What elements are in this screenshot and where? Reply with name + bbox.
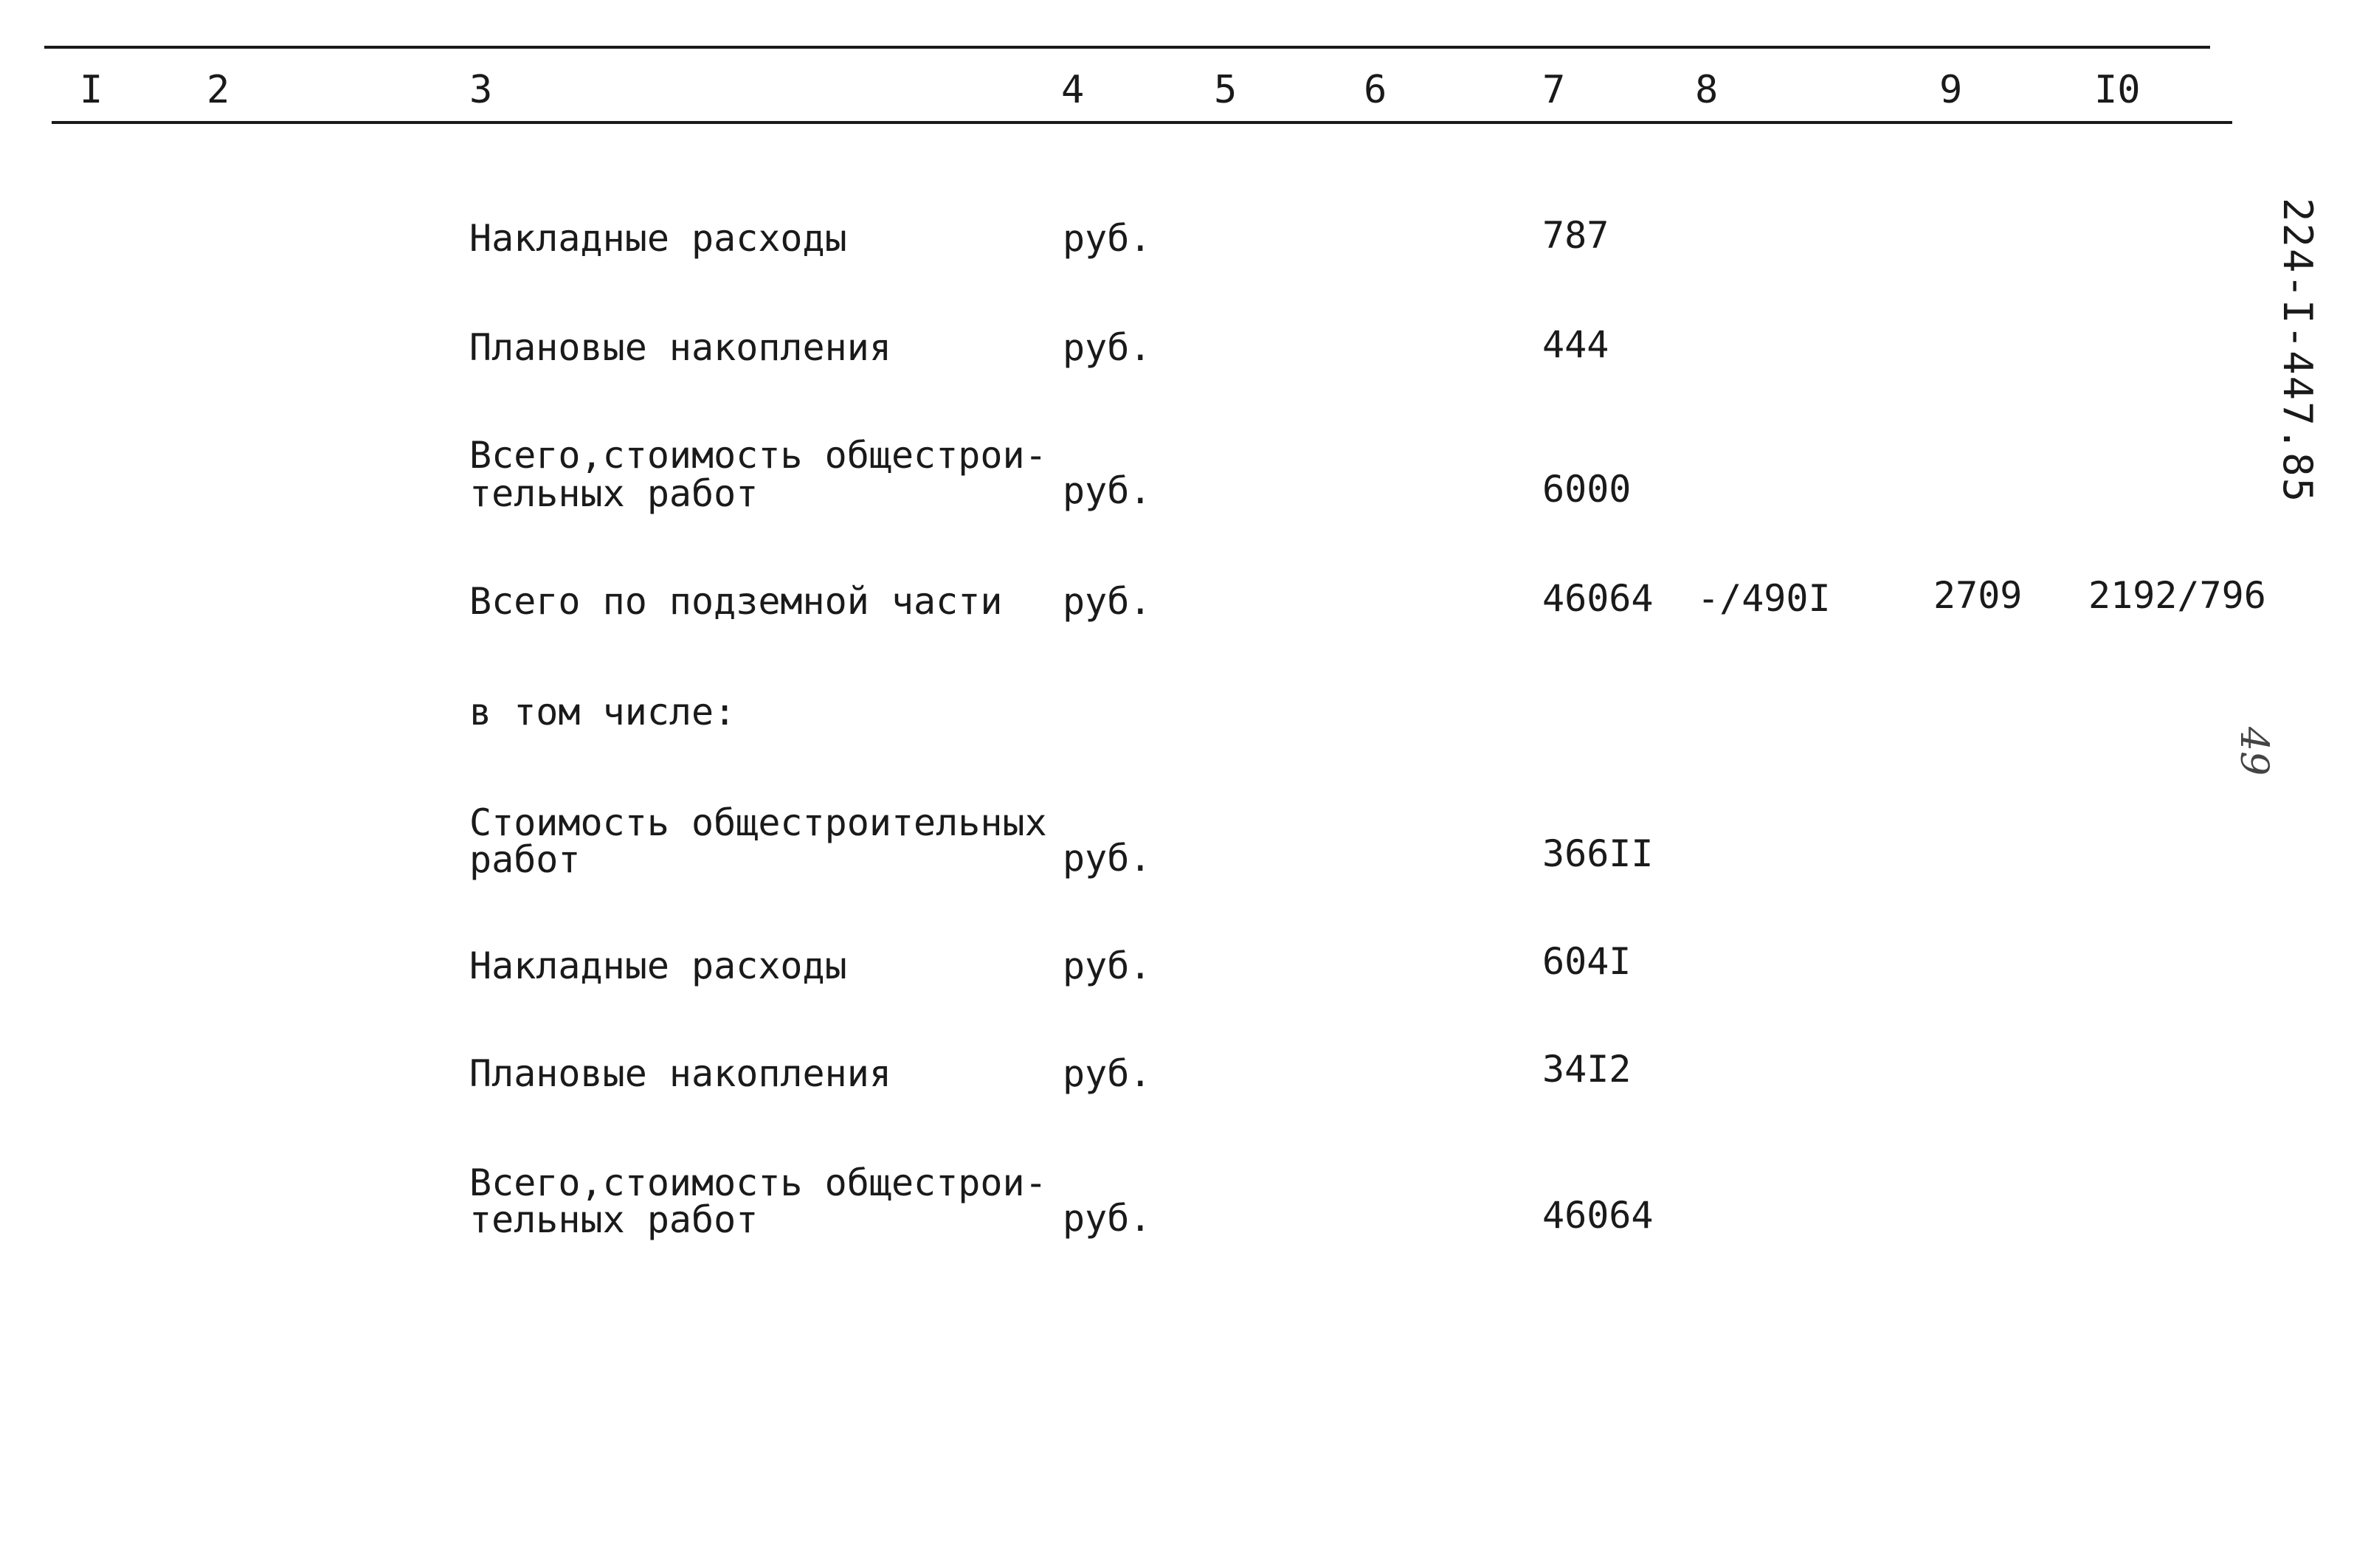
row-subheading: в том числе: [469,691,736,733]
row-col7-value: 46064 [1542,577,1654,620]
col-header-7: 7 [1542,68,1566,112]
row-col9-value: 2709 [1933,574,2023,617]
col-header-4: 4 [1061,68,1085,112]
row-col7-value: 787 [1542,214,1609,257]
row-unit: руб. [1063,1052,1152,1095]
row-description: Плановые накопления [469,326,891,369]
col-header-1: I [80,68,103,112]
table-top-rule [44,46,2210,49]
col-header-6: 6 [1364,68,1387,112]
row-col7-value: 366II [1542,832,1654,875]
row-description: Всего,стоимость общестрои- [469,1161,1047,1204]
row-col7-value: 604I [1542,940,1632,983]
col-header-2: 2 [207,68,230,112]
row-col7-value: 34I2 [1542,1048,1632,1091]
row-description-line2: работ [469,838,581,881]
row-unit: руб. [1063,469,1152,512]
row-description: Плановые накопления [469,1052,891,1095]
page-number: 49 [2232,727,2276,776]
row-col7-value: 444 [1542,323,1609,366]
row-col7-value: 46064 [1542,1194,1654,1237]
row-description: Накладные расходы [469,944,847,987]
row-unit: руб. [1063,217,1152,260]
document-code: 224-I-447.85 [2274,198,2321,504]
col-header-8: 8 [1695,68,1719,112]
row-description: Всего,стоимость общестрои- [469,434,1047,477]
row-unit: руб. [1063,944,1152,987]
row-unit: руб. [1063,837,1152,880]
row-description: Всего по подземной части [469,580,1003,623]
row-col10-value: 2192/796 [2088,574,2266,617]
row-col7-value: 6000 [1542,468,1632,511]
col-header-3: 3 [469,68,493,112]
row-description: Накладные расходы [469,217,847,260]
table-header-rule [52,121,2232,124]
row-description: Стоимость общестроительных [469,801,1047,844]
col-header-9: 9 [1939,68,1963,112]
row-unit: руб. [1063,580,1152,623]
row-description-line2: тельных работ [469,472,759,515]
col-header-5: 5 [1214,68,1238,112]
row-description-line2: тельных работ [469,1198,759,1241]
row-unit: руб. [1063,1197,1152,1240]
row-col8-value: -/490I [1697,577,1831,620]
col-header-10: I0 [2094,68,2141,112]
row-unit: руб. [1063,326,1152,369]
